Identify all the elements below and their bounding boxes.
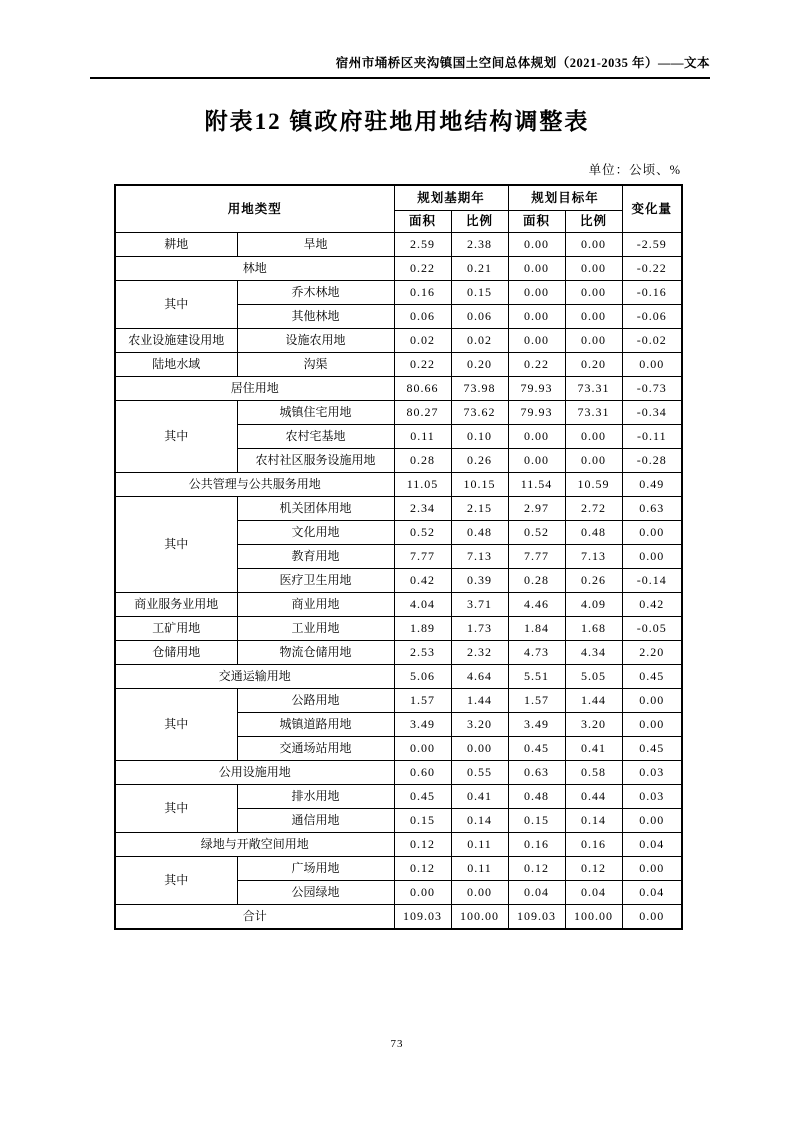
value-cell: 0.26 (565, 569, 622, 593)
category-cell: 商业服务业用地 (115, 593, 237, 617)
value-cell: 4.04 (394, 593, 451, 617)
value-cell: -0.22 (622, 257, 682, 281)
value-cell: 0.20 (565, 353, 622, 377)
table-row (115, 281, 682, 305)
col-header-change: 变化量 (622, 185, 682, 233)
value-cell: 0.00 (394, 737, 451, 761)
col-header-base-area: 面积 (394, 211, 451, 233)
value-cell: 0.49 (622, 473, 682, 497)
value-cell: 0.48 (508, 785, 565, 809)
value-cell: 0.00 (565, 305, 622, 329)
value-cell: 1.84 (508, 617, 565, 641)
category-cell: 其中 (115, 857, 237, 905)
value-cell: 0.00 (622, 809, 682, 833)
value-cell: 11.54 (508, 473, 565, 497)
value-cell: 0.15 (451, 281, 508, 305)
value-cell: 0.22 (394, 257, 451, 281)
table-row (115, 761, 682, 785)
value-cell: 0.16 (394, 281, 451, 305)
subcategory-cell: 通信用地 (237, 809, 394, 833)
value-cell: 0.52 (508, 521, 565, 545)
table-row (115, 329, 682, 353)
subcategory-cell: 农村社区服务设施用地 (237, 449, 394, 473)
table-row (115, 497, 682, 521)
value-cell: 1.89 (394, 617, 451, 641)
value-cell: 0.12 (508, 857, 565, 881)
value-cell: 0.02 (451, 329, 508, 353)
table-header-row-1 (115, 185, 682, 211)
subcategory-cell: 旱地 (237, 233, 394, 257)
value-cell: 4.73 (508, 641, 565, 665)
table-row (115, 473, 682, 497)
subcategory-cell: 公园绿地 (237, 881, 394, 905)
subcategory-cell: 沟渠 (237, 353, 394, 377)
value-cell: 1.57 (394, 689, 451, 713)
value-cell: 0.15 (508, 809, 565, 833)
category-cell: 公共管理与公共服务用地 (115, 473, 394, 497)
value-cell: 0.06 (394, 305, 451, 329)
value-cell: 0.12 (394, 833, 451, 857)
value-cell: 0.22 (394, 353, 451, 377)
value-cell: 0.00 (565, 329, 622, 353)
value-cell: 4.46 (508, 593, 565, 617)
subcategory-cell: 商业用地 (237, 593, 394, 617)
value-cell: 0.00 (622, 353, 682, 377)
value-cell: 0.03 (622, 761, 682, 785)
value-cell: 0.15 (394, 809, 451, 833)
value-cell: 0.03 (622, 785, 682, 809)
value-cell: 0.52 (394, 521, 451, 545)
value-cell: 109.03 (394, 905, 451, 930)
table-row (115, 857, 682, 881)
value-cell: -0.73 (622, 377, 682, 401)
value-cell: 0.00 (508, 281, 565, 305)
value-cell: 0.00 (508, 233, 565, 257)
table-row (115, 377, 682, 401)
value-cell: 0.00 (394, 881, 451, 905)
value-cell: 0.42 (622, 593, 682, 617)
category-cell: 仓储用地 (115, 641, 237, 665)
value-cell: 109.03 (508, 905, 565, 930)
table-row (115, 593, 682, 617)
value-cell: 3.71 (451, 593, 508, 617)
value-cell: 0.11 (394, 425, 451, 449)
category-cell: 其中 (115, 785, 237, 833)
col-header-target-ratio: 比例 (565, 211, 622, 233)
value-cell: 0.16 (508, 833, 565, 857)
value-cell: 0.00 (565, 233, 622, 257)
unit-label: 单位：公顷、% (588, 163, 681, 177)
value-cell: 1.68 (565, 617, 622, 641)
subcategory-cell: 文化用地 (237, 521, 394, 545)
value-cell: 0.20 (451, 353, 508, 377)
table-row (115, 833, 682, 857)
page-number: 73 (390, 1038, 404, 1050)
value-cell: 0.21 (451, 257, 508, 281)
col-header-base-year: 规划基期年 (394, 185, 508, 211)
value-cell: 73.31 (565, 401, 622, 425)
value-cell: -0.05 (622, 617, 682, 641)
value-cell: 0.63 (508, 761, 565, 785)
value-cell: 0.45 (508, 737, 565, 761)
table-body (115, 233, 682, 930)
value-cell: 2.20 (622, 641, 682, 665)
subcategory-cell: 物流仓储用地 (237, 641, 394, 665)
table-row (115, 905, 682, 930)
subcategory-cell: 城镇道路用地 (237, 713, 394, 737)
value-cell: 1.57 (508, 689, 565, 713)
value-cell: 0.45 (622, 665, 682, 689)
value-cell: 0.11 (451, 857, 508, 881)
subcategory-cell: 医疗卫生用地 (237, 569, 394, 593)
category-cell: 其中 (115, 689, 237, 761)
subcategory-cell: 乔木林地 (237, 281, 394, 305)
value-cell: 5.06 (394, 665, 451, 689)
table-row (115, 401, 682, 425)
value-cell: 3.49 (508, 713, 565, 737)
value-cell: 0.28 (508, 569, 565, 593)
value-cell: 0.04 (622, 881, 682, 905)
value-cell: 2.97 (508, 497, 565, 521)
land-use-adjustment-table (114, 184, 683, 930)
subcategory-cell: 教育用地 (237, 545, 394, 569)
value-cell: 0.06 (451, 305, 508, 329)
category-cell: 公用设施用地 (115, 761, 394, 785)
table-row (115, 665, 682, 689)
category-cell: 工矿用地 (115, 617, 237, 641)
value-cell: 2.59 (394, 233, 451, 257)
value-cell: 0.12 (394, 857, 451, 881)
value-cell: 0.11 (451, 833, 508, 857)
value-cell: 2.53 (394, 641, 451, 665)
value-cell: 4.34 (565, 641, 622, 665)
value-cell: 73.62 (451, 401, 508, 425)
value-cell: 0.10 (451, 425, 508, 449)
value-cell: 0.60 (394, 761, 451, 785)
table-row (115, 617, 682, 641)
value-cell: -0.14 (622, 569, 682, 593)
value-cell: 11.05 (394, 473, 451, 497)
value-cell: 0.55 (451, 761, 508, 785)
land-use-table-container (114, 184, 681, 930)
category-cell: 交通运输用地 (115, 665, 394, 689)
col-header-land-type: 用地类型 (115, 185, 394, 233)
value-cell: 3.49 (394, 713, 451, 737)
value-cell: 0.00 (508, 449, 565, 473)
category-cell: 居住用地 (115, 377, 394, 401)
value-cell: -2.59 (622, 233, 682, 257)
value-cell: 0.14 (451, 809, 508, 833)
category-cell: 绿地与开敞空间用地 (115, 833, 394, 857)
value-cell: 2.72 (565, 497, 622, 521)
value-cell: 0.00 (622, 713, 682, 737)
table-row (115, 353, 682, 377)
value-cell: 73.31 (565, 377, 622, 401)
value-cell: 4.09 (565, 593, 622, 617)
value-cell: 0.00 (622, 857, 682, 881)
value-cell: 10.15 (451, 473, 508, 497)
value-cell: 0.48 (451, 521, 508, 545)
category-cell: 林地 (115, 257, 394, 281)
value-cell: 79.93 (508, 401, 565, 425)
subcategory-cell: 公路用地 (237, 689, 394, 713)
value-cell: 0.00 (508, 257, 565, 281)
value-cell: 1.73 (451, 617, 508, 641)
value-cell: 0.00 (451, 737, 508, 761)
value-cell: 0.00 (508, 329, 565, 353)
value-cell: 3.20 (451, 713, 508, 737)
value-cell: -0.16 (622, 281, 682, 305)
value-cell: 73.98 (451, 377, 508, 401)
value-cell: 5.05 (565, 665, 622, 689)
value-cell: 0.63 (622, 497, 682, 521)
value-cell: 0.04 (508, 881, 565, 905)
value-cell: 0.00 (565, 257, 622, 281)
value-cell: 2.34 (394, 497, 451, 521)
value-cell: 0.39 (451, 569, 508, 593)
value-cell: 0.00 (622, 905, 682, 930)
subcategory-cell: 排水用地 (237, 785, 394, 809)
value-cell: -0.34 (622, 401, 682, 425)
subcategory-cell: 农村宅基地 (237, 425, 394, 449)
value-cell: 0.16 (565, 833, 622, 857)
table-row (115, 257, 682, 281)
header-rule (90, 77, 710, 79)
value-cell: 1.44 (451, 689, 508, 713)
value-cell: 0.45 (394, 785, 451, 809)
subcategory-cell: 机关团体用地 (237, 497, 394, 521)
value-cell: 0.04 (622, 833, 682, 857)
subcategory-cell: 广场用地 (237, 857, 394, 881)
category-cell: 合计 (115, 905, 394, 930)
page-title: 附表12 镇政府驻地用地结构调整表 (204, 109, 590, 134)
value-cell: 100.00 (565, 905, 622, 930)
category-cell: 农业设施建设用地 (115, 329, 237, 353)
value-cell: 80.27 (394, 401, 451, 425)
value-cell: -0.06 (622, 305, 682, 329)
value-cell: 0.00 (565, 425, 622, 449)
value-cell: 2.15 (451, 497, 508, 521)
value-cell: 1.44 (565, 689, 622, 713)
value-cell: 7.77 (394, 545, 451, 569)
category-cell: 陆地水域 (115, 353, 237, 377)
category-cell: 其中 (115, 401, 237, 473)
value-cell: -0.11 (622, 425, 682, 449)
value-cell: 0.04 (565, 881, 622, 905)
table-row (115, 641, 682, 665)
subcategory-cell: 交通场站用地 (237, 737, 394, 761)
value-cell: 0.26 (451, 449, 508, 473)
value-cell: 0.45 (622, 737, 682, 761)
value-cell: 7.77 (508, 545, 565, 569)
value-cell: 0.12 (565, 857, 622, 881)
value-cell: 0.00 (622, 545, 682, 569)
category-cell: 耕地 (115, 233, 237, 257)
table-row (115, 785, 682, 809)
value-cell: 0.00 (451, 881, 508, 905)
value-cell: 0.02 (394, 329, 451, 353)
table-row (115, 689, 682, 713)
subcategory-cell: 设施农用地 (237, 329, 394, 353)
subcategory-cell: 工业用地 (237, 617, 394, 641)
value-cell: 0.22 (508, 353, 565, 377)
value-cell: 0.48 (565, 521, 622, 545)
value-cell: 0.00 (565, 449, 622, 473)
category-cell: 其中 (115, 497, 237, 593)
table-row (115, 233, 682, 257)
value-cell: 80.66 (394, 377, 451, 401)
value-cell: 7.13 (565, 545, 622, 569)
value-cell: 2.38 (451, 233, 508, 257)
subcategory-cell: 城镇住宅用地 (237, 401, 394, 425)
value-cell: 5.51 (508, 665, 565, 689)
table-header (115, 185, 682, 233)
running-header: 宿州市埇桥区夹沟镇国土空间总体规划（2021-2035 年）——文本 (335, 56, 710, 70)
value-cell: 0.41 (451, 785, 508, 809)
value-cell: 2.32 (451, 641, 508, 665)
category-cell: 其中 (115, 281, 237, 329)
value-cell: 0.42 (394, 569, 451, 593)
value-cell: 100.00 (451, 905, 508, 930)
value-cell: 0.00 (508, 425, 565, 449)
value-cell: 0.00 (622, 689, 682, 713)
value-cell: -0.28 (622, 449, 682, 473)
col-header-base-ratio: 比例 (451, 211, 508, 233)
value-cell: 0.41 (565, 737, 622, 761)
value-cell: 0.00 (622, 521, 682, 545)
value-cell: 4.64 (451, 665, 508, 689)
value-cell: 79.93 (508, 377, 565, 401)
value-cell: 7.13 (451, 545, 508, 569)
value-cell: 0.58 (565, 761, 622, 785)
col-header-target-year: 规划目标年 (508, 185, 622, 211)
value-cell: 0.14 (565, 809, 622, 833)
value-cell: -0.02 (622, 329, 682, 353)
value-cell: 10.59 (565, 473, 622, 497)
value-cell: 0.00 (565, 281, 622, 305)
value-cell: 0.28 (394, 449, 451, 473)
value-cell: 0.44 (565, 785, 622, 809)
subcategory-cell: 其他林地 (237, 305, 394, 329)
value-cell: 0.00 (508, 305, 565, 329)
col-header-target-area: 面积 (508, 211, 565, 233)
value-cell: 3.20 (565, 713, 622, 737)
